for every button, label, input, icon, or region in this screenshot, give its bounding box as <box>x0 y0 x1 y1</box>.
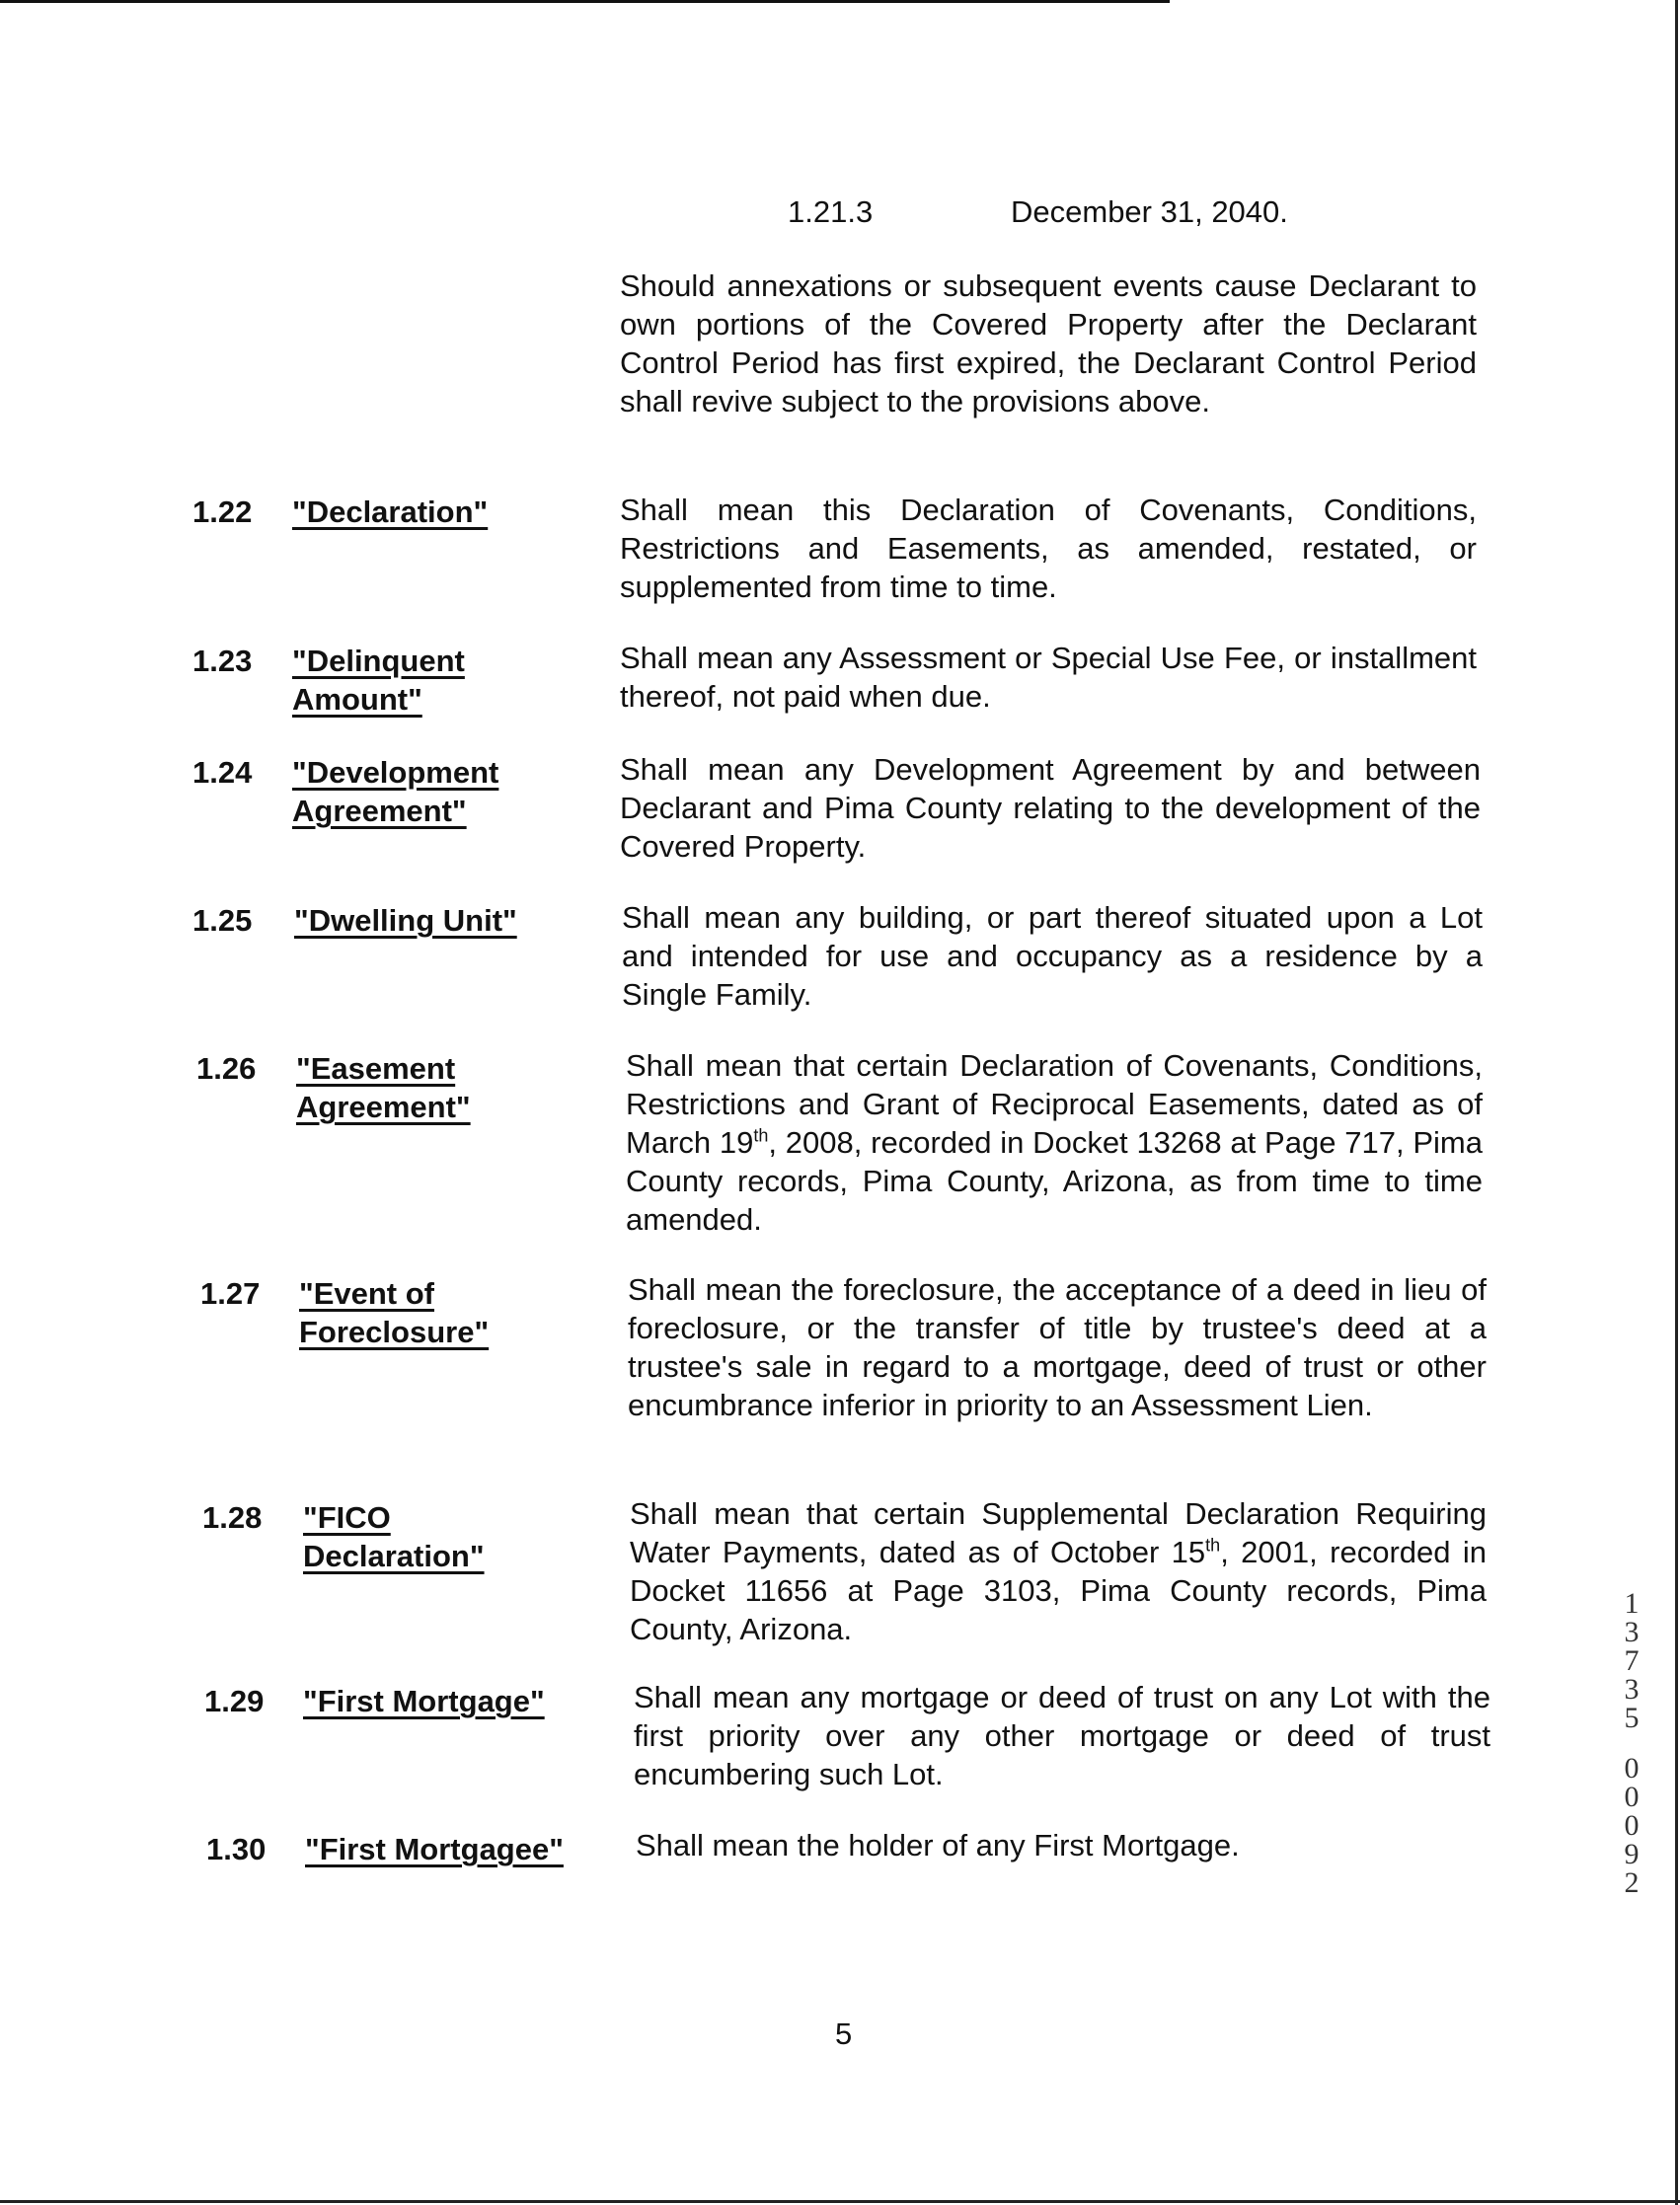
entry-term: "Event of Foreclosure" <box>299 1276 490 1349</box>
entry-term: "Dwelling Unit" <box>294 903 517 938</box>
entry-definition: Shall mean any Development Agreement by and between Declarant and Pima County relating to the development of the Covered Property. <box>620 752 1481 864</box>
entry-number: 1.27 <box>200 1276 261 1311</box>
entry-number: 1.25 <box>192 903 253 938</box>
entry-definition: Shall mean any Assessment or Special Use Fee, or installment thereof, not paid when due. <box>620 641 1477 714</box>
entry-number: 1.24 <box>192 755 253 790</box>
entry-number: 1.28 <box>202 1500 263 1535</box>
entry-definition: Shall mean that certain Declaration of Covenants, Conditions, Restrictions and Grant of Reciprocal Easements, dated as of March 19th, 2008, recorded in Docket 13268 at Page 717, Pima County records, Pima County, Arizona, as from time to time amended. <box>626 1048 1483 1237</box>
subsection-number: 1.21.3 <box>788 194 874 229</box>
entry-definition: Shall mean any mortgage or deed of trust on any Lot with the first priority over any other mortgage or deed of trust encumbering such Lot. <box>634 1680 1490 1791</box>
entry-number: 1.30 <box>206 1832 267 1866</box>
entry-number: 1.29 <box>204 1684 265 1718</box>
entry-term: "FICO Declaration" <box>303 1500 485 1573</box>
right-scan-edge <box>1675 0 1678 2205</box>
entry-number: 1.23 <box>192 644 253 678</box>
entry-definition: Shall mean that certain Supplemental Declaration Requiring Water Payments, dated as of October 15th, 2001, recorded in Docket 11656 at Page 3103, Pima County records, Pima County, Arizona. <box>630 1496 1487 1646</box>
entry-term: "Development Agreement" <box>292 755 499 828</box>
entry-term: "Delinquent Amount" <box>292 644 465 717</box>
page-number: 5 <box>835 2016 853 2051</box>
subsection-1-21-3 <box>788 194 1288 230</box>
subsection-text: December 31, 2040. <box>1011 194 1288 229</box>
entry-term: "First Mortgage" <box>303 1684 545 1718</box>
top-scan-edge <box>0 0 1170 3</box>
entry-term: "First Mortgagee" <box>305 1832 564 1866</box>
bottom-scan-edge <box>0 2200 1680 2203</box>
entry-definition: Shall mean the foreclosure, the acceptance of a deed in lieu of foreclosure, or the transfer of title by trustee's deed at a trustee's sale in regard to a mortgage, deed of trust or other encumbrance inferior in priority to an Assessment Lien. <box>628 1272 1487 1422</box>
entry-definition: Shall mean the holder of any First Mortgage. <box>636 1828 1240 1863</box>
intro-paragraph: Should annexations or subsequent events cause Declarant to own portions of the Covered Property after the Declarant Control Period has first expired, the Declarant Control Period shall revive subject to the provisions above. <box>620 268 1477 418</box>
entry-number: 1.22 <box>192 494 253 529</box>
docket-page-stamp: 1 3 7 3 5 0 0 0 9 2 <box>1624 1587 1640 1899</box>
entry-term: "Easement Agreement" <box>296 1051 471 1124</box>
entry-definition: Shall mean any building, or part thereof situated upon a Lot and intended for use and occupancy as a residence by a Single Family. <box>622 900 1483 1012</box>
entry-number: 1.26 <box>196 1051 257 1086</box>
entry-term: "Declaration" <box>292 494 489 529</box>
entry-definition: Shall mean this Declaration of Covenants, Conditions, Restrictions and Easements, as amended, restated, or supplemented from time to time. <box>620 493 1477 604</box>
